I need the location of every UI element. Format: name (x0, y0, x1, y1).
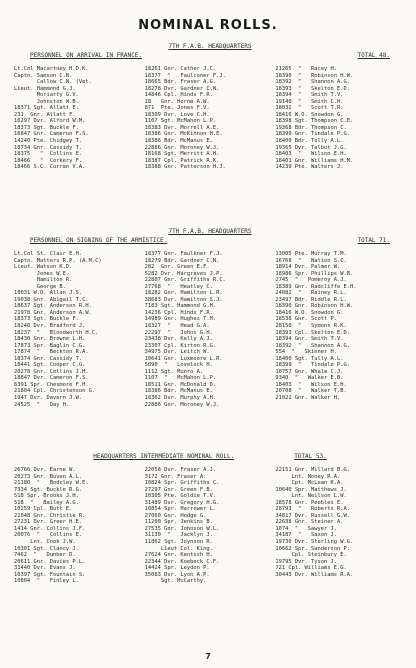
roster-entry: 871 Pte. Jones F.V. (144, 105, 210, 112)
section-subheading: PERSONNEL ON SIGNING OF THE ARMISTICE. (30, 237, 168, 244)
roster-entry: 24525 " Day H. (14, 401, 70, 408)
roster-entry: 5282 Dvr. Hargraves J.P. (144, 270, 223, 277)
roster-entry: 18392 " Shannon A.G. (275, 79, 350, 86)
roster-entry: 21804 Cpl. Christenson G. (14, 388, 96, 395)
roster-entry: 18757 Gnr. Whale C.J. (275, 368, 344, 375)
roster-entry: 554 " Skinner H. (275, 349, 338, 356)
roster-entry: 18403 " Wilson E.H. (275, 381, 347, 388)
roster-entry: 1074 " Sawyer J. (275, 525, 338, 532)
roster-entry: 31130 " Jacklyn J. (144, 532, 213, 539)
roster-entry: 18388 Gnr. Patterson H.J. (144, 164, 226, 171)
roster-entry: 18390 Gnr. Robinson H.W. (275, 303, 354, 310)
roster-entry: 18327 " Head G.A. (144, 323, 210, 330)
roster-entry: 18373 Sgt. Buckle F. (14, 124, 79, 131)
roster-entry: 27231 Dvr. Greer H.E. (14, 519, 83, 526)
roster-entry: Lt.Col Macartney H.D.K. (14, 66, 89, 72)
section-total: TOTAL 48. (357, 52, 390, 59)
roster-entry: 231 Gnr. Allatt F. (14, 111, 76, 118)
roster-entry: 14239 Pte. Walters J. (275, 164, 344, 171)
roster-entry: 18430 Gnr. Browne L.H. (14, 336, 86, 343)
roster-entry: Moriarty G.V. (14, 92, 79, 99)
roster-entry: 14240 Pte. Chidgey T. (14, 138, 83, 145)
roster-entry: 18 Gnr. Horne A.W. (144, 98, 210, 105)
roster-entry: Lieut Col. King. (144, 545, 213, 552)
roster-entry: 27535 Gnr. Johnson W.L. (144, 525, 220, 532)
roster-entry: 10854 Spr. Harrower L. (144, 506, 217, 513)
roster-entry: 1112 Sgt. Munro A. (144, 368, 204, 375)
roster-entry: 1107 " McMahon L.P. (144, 375, 217, 382)
roster-entry: 18511 Gnr. McDonald D. (144, 381, 217, 388)
roster-entry: 28793 " Roberts R.A. (275, 506, 350, 513)
roster-entry: 6391 Spr. Chesmore F.H. (14, 381, 89, 388)
roster-entry: Johnston W.B. (14, 98, 79, 105)
roster-entry: 20611 Gnr. Davies P.L. (14, 558, 86, 565)
roster-entry: 10641 Gnr. Luxmoore L.R. (144, 355, 223, 362)
roster-entry: 10301 Sgt. Clancy J. (14, 545, 79, 552)
roster-entry: 18386 Gnr. McKinnon H.E. (144, 131, 223, 138)
roster-entry: 28150 " Symons R.K. (275, 323, 347, 330)
roster-entry: 18279 Bdr. Gardner C.N. (144, 257, 220, 264)
roster-entry: 13005 Pte. Murray T.M. (275, 251, 347, 257)
roster-column (14, 467, 145, 585)
roster-entry: 22058 Dvr. Fraser A.J. (144, 467, 217, 473)
roster-entry: 11200 Spr. Jenkins B. (144, 519, 213, 526)
roster-entry: 23497 Bdr. Riddle R.L. (275, 296, 347, 303)
roster-entry: 18665 Bdr. Fraser A.G. (144, 79, 217, 86)
section-heading-text: 7TH F.A.B. HEADQUARTERS (168, 43, 252, 50)
roster-entry: 21978 Gnr. Anderson A.W. (14, 309, 92, 316)
roster-entry: 27060 Gnr. Hodge G. (144, 512, 207, 519)
roster-entry: 22638 Gnr. Steiner A. (275, 519, 344, 526)
roster-entry: 18399 " Tindale P.G. (275, 362, 350, 369)
roster-entry: 18377 Gnr. Faulkner F.J. (144, 251, 223, 257)
roster-entry: 21048 Gnr. Christie R. (14, 512, 86, 519)
roster-entry: 10259 Cpl. Butt E. (14, 506, 73, 513)
roster-entry: 17874 " Beckton R.A. (14, 349, 89, 356)
roster-entry: 2745 " Pomeroy A.J. (275, 277, 347, 284)
roster-entry: 18389 Gnr. Radcliffe E.H. (275, 283, 357, 290)
roster-entry: Lieut. Hammond G.J. (14, 85, 76, 92)
roster-entry: 26766 Dvr. Earne W. (14, 467, 76, 473)
roster-entry: 14424 Spr. Leydon P. (144, 565, 210, 572)
roster-entry: 22807 Gnr. Griffiths R.C. (144, 277, 226, 284)
roster-entry: 27297 Gnr. Green F.B. (144, 486, 213, 493)
roster-entry: 18394 Gnr. Smith T.V. (275, 336, 344, 343)
roster-column (275, 66, 406, 171)
roster-column (145, 251, 276, 408)
roster-entry: 18399 Gnr. Tindale P.G. (275, 131, 350, 138)
roster-entry: Lt.Col St. Clair E.H. (14, 251, 83, 257)
roster-entry: 35083 Dvr. Lyon A.P. (144, 571, 210, 578)
roster-entry: 10804 " Finley L. (14, 578, 79, 585)
roster-entry: 3172 Gnr. Fraser A. (144, 473, 207, 480)
roster-entry: 18394 " Smith T.V. (275, 92, 344, 99)
roster-entry: Jones W.E. (14, 270, 70, 277)
roster-entry: 20708 " Walker T.B. (275, 388, 347, 395)
roster-entry: 18237 " Bloodworth H.C. (14, 329, 99, 336)
roster-entry: 34817 Dvr. Russell G.W. (275, 512, 350, 519)
roster-entry: 22151 Gnr. Millard B.G. (275, 467, 350, 473)
roster-entry: 22886 Gnr. Moroney W.J. (144, 144, 220, 151)
roster-column (145, 66, 276, 171)
roster-entry: 16768 " Nation S.C. (275, 257, 347, 264)
roster-column (145, 467, 276, 585)
roster-entry: 31489 Dvr. Gregory H.G. (144, 499, 220, 506)
roster-entry: 18734 Gnr. Cassidy T. (14, 144, 83, 151)
roster-entry: Sgt. McCarthy. (144, 578, 207, 585)
roster-table (14, 251, 406, 408)
roster-entry: 18375 " Collins E. (14, 151, 83, 158)
roster-column (275, 251, 406, 408)
roster-entry: 10397 Sgt. Fountain S. (14, 571, 86, 578)
roster-entry: 18401 Gnr. Williams H.M. (275, 157, 354, 164)
roster-entry: 18246 Dvr. Bradford J. (14, 323, 86, 330)
roster-entry: 18031 W.O. Allan J.S. (14, 290, 83, 297)
roster-entry: 34187 " Saxon J. (275, 532, 338, 539)
roster-entry: 19038 Gnr. Abigail T.C. (14, 296, 89, 303)
roster-entry: 7183 Sgt. Hammond G.H. (144, 303, 217, 310)
roster-entry: 22297 " Johns G.H. (144, 329, 213, 336)
roster-entry: 10305 Pte. Goldie T.V. (144, 493, 217, 500)
roster-entry: 20076 " Collins E. (14, 532, 83, 539)
roster-entry: 7462 " Dunber D. (14, 552, 76, 559)
section-heading (14, 228, 406, 236)
roster-entry: 9340 " Walker E.B. (275, 375, 344, 382)
section-intermediate (14, 452, 406, 585)
roster-entry: 11862 Sgt. Joynson R. (144, 539, 213, 546)
roster-entry: 18374 Gnr. Cassidy T. (14, 355, 83, 362)
section-heading-text: 7TH F.A.B. HEADQUARTERS (168, 228, 252, 235)
page-title: NOMINAL ROLLS. (138, 18, 278, 33)
section-subheading: PERSONNEL ON ARRIVAL IN FRANCE. (30, 52, 142, 59)
section-total: TOTAL 71. (357, 237, 390, 244)
roster-entry: 18400 Sgt. Tully A.L. (275, 355, 344, 362)
roster-entry: 18400 Bdr. Tully A.L. (275, 138, 344, 145)
roster-entry: 18282 Gnr. Hamilton L.R. (144, 290, 223, 297)
section-subheading-row (14, 52, 406, 60)
roster-entry: 18393 Cpl. Skelton E.D. (275, 329, 350, 336)
roster-entry: 18637 Sgt. Anderson R.H. (14, 303, 92, 310)
roster-entry: 18416 W.O. Snowdon G. (275, 111, 344, 118)
roster-entry: 18278 Dvr. Gardner C.N. (144, 85, 220, 92)
roster-entry: 10640 Spr. Matthews J. (275, 486, 347, 493)
roster-entry: 18390 " Robinson H.W. (275, 72, 354, 79)
roster-column (14, 251, 145, 408)
section-subheading-row (14, 453, 406, 461)
roster-entry: 18386 Bdr. McManus E. (144, 388, 213, 395)
roster-entry: 22886 Gnr. Moroney W.J. (144, 401, 220, 408)
roster-entry: 18466 " Corkery F. (14, 157, 83, 164)
roster-entry: 18538 Gnr. Scott P. (275, 316, 338, 323)
roster-entry: 518 " Bailey A.G. (14, 499, 79, 506)
roster-entry: 18393 " Skelton E.D. (275, 85, 350, 92)
roster-entry: 18392 " Shannon A.G. (275, 342, 350, 349)
section-heading (14, 43, 406, 51)
roster-entry: 20278 Gnr. Collins J.H. (14, 368, 89, 375)
roster-entry: 23307 Cpl. Kirton R.G. (144, 342, 217, 349)
roster-entry: 18032 " Scott T.R. (275, 105, 344, 112)
roster-entry: Lieut. Watson K.D. (14, 264, 73, 271)
roster-entry: 14989 Gnr. Hughes T.H. (144, 316, 217, 323)
roster-entry: 24082 " Rainey R.L. (275, 290, 347, 297)
roster-entry: 18847 Dvr. Cameron F.S. (14, 375, 89, 382)
roster-entry: 10662 Spr. Sanderson P. (275, 545, 350, 552)
roster-entry: 16297 Dvr. Alford W.M. (14, 118, 86, 125)
roster-entry: 18383 Dvr. Morrell A.E. (144, 124, 220, 131)
roster-column (14, 66, 145, 171)
roster-entry: Captn. Samson C.N. (14, 72, 73, 79)
roster-entry: 19140 " Smith C.H. (275, 98, 344, 105)
roster-entry: Cpt. McLean K.A. (275, 480, 344, 487)
section-arrival (14, 43, 406, 171)
section-armistice (14, 228, 406, 408)
roster-entry: 518 Spr. Brooks J.H. (14, 493, 79, 500)
roster-entry: 19365 Dvr. Talbot J.G. (275, 144, 347, 151)
roster-entry: 18387 Cpl. Patrick R.K. (144, 157, 220, 164)
roster-column (275, 467, 406, 585)
roster-entry: 18377 " Faulconer F.J. (144, 72, 226, 79)
roster-entry: 282 Gnr. Green E.F. (144, 264, 210, 271)
roster-entry: 18578 Gnr. Peebles E. (275, 499, 344, 506)
roster-entry: 31440 Dvr. Evans J. (14, 565, 76, 572)
roster-table (14, 66, 406, 171)
roster-entry: 1947 Dvr. Davern J.W. (14, 395, 83, 402)
roster-entry: 18261 Gnr. Cather J.C. (144, 66, 217, 72)
roster-entry: 18914 Dvr. Palmer W. (275, 264, 341, 271)
roster-entry: Lnt. Money R.A. (275, 473, 341, 480)
roster-entry: 18398 Sgt. Thompson C.E. (275, 118, 354, 125)
roster-entry: 19368 Bdr. Thompson C. (275, 124, 347, 131)
roster-entry: 5890 " Lovelock H. (144, 362, 213, 369)
roster-table (14, 467, 406, 585)
roster-entry: 21022 Gnr. Walker H. (275, 395, 341, 402)
roster-entry: Callow C.N. (Vet. (14, 79, 92, 86)
roster-entry: 10824 Spr. Griffiths C. (144, 480, 220, 487)
roster-entry: 20273 Gnr. Buven A.L. (14, 473, 83, 480)
roster-entry: 18371 Sgt. Allatt E. (14, 105, 79, 112)
roster-entry: 18986 Spr. Phillips W.B. (275, 270, 354, 277)
section-total: TOTAL 53. (294, 453, 327, 460)
roster-entry: 1414 Gnr. Collins J.F. (14, 525, 86, 532)
roster-entry: 27624 Gnr. Kentish H. (144, 552, 213, 559)
roster-entry: 14846 Cpl. Hinds F.R. (144, 92, 213, 99)
roster-entry: 18168 Sgt. Merritt A.H. (144, 151, 220, 158)
roster-entry: 19730 Dvr. Sterling W.G. (275, 539, 354, 546)
page-number: 7 (205, 652, 211, 661)
section-subheading-row (14, 237, 406, 245)
roster-entry: 18441 Sgt. Cooper C.G. (14, 362, 86, 369)
roster-entry: 7334 Sgt. Buckle R.G. (14, 486, 83, 493)
roster-entry: 17873 Spr. Baglin C.G. (14, 342, 86, 349)
roster-entry: George B. (14, 283, 66, 290)
roster-entry: 22344 Dvr. Koebeck C.F. (144, 558, 220, 565)
section-heading-text: HEADQUARTERS INTERMEDIATE NOMINAL ROLL. (93, 453, 235, 460)
roster-entry: 23438 Dvr. Kelly A.J. (144, 336, 213, 343)
roster-entry: 38683 Dvr. Hamilton S.J. (144, 296, 223, 303)
roster-entry: 30443 Dvr. Williams R.A. (275, 571, 354, 578)
roster-entry: 18373 Sgt. Buckle F. (14, 316, 79, 323)
roster-entry: Lnt. Cook J.W. (14, 539, 76, 546)
roster-entry: 18416 W.O. Snowdon G. (275, 309, 344, 316)
roster-entry: 18466 S.C. Curran V.A. (14, 164, 86, 171)
roster-entry: 21265 " Racey H. (275, 66, 338, 72)
roster-entry: Captn. Matters R.P. (A.M.C) (14, 257, 102, 264)
roster-entry: Hamilton R. (14, 277, 73, 284)
roster-entry: 19795 Dvr. Tyson J. (275, 558, 338, 565)
roster-entry: 34975 Dvr. Leitch W. (144, 349, 210, 356)
roster-entry: 1107 Sgt. McMahon L.P. (144, 118, 217, 125)
roster-entry: 18362 Dvr. Murphy A.H. (144, 395, 217, 402)
roster-entry: 18309 Dvr. Love C.H. (144, 111, 210, 118)
roster-entry: 27768 " Heatley C. (144, 283, 213, 290)
roster-entry: Cpl. Steinbury E. (275, 552, 347, 559)
roster-entry: Lnt. Neilson L.W. (275, 493, 347, 500)
roster-entry: 21180 " Bodsley W.E. (14, 480, 89, 487)
roster-entry: 18386 Bdr. McManus E. (144, 138, 213, 145)
roster-entry: 16847 Gnr. Cameron F.S. (14, 131, 89, 138)
roster-entry: 721 Cpl. Williams E.G. (275, 565, 347, 572)
roster-entry: 18403 " Wilson E.H. (275, 151, 347, 158)
roster-entry: 14236 Cpl. Hinds F.R. (144, 309, 213, 316)
